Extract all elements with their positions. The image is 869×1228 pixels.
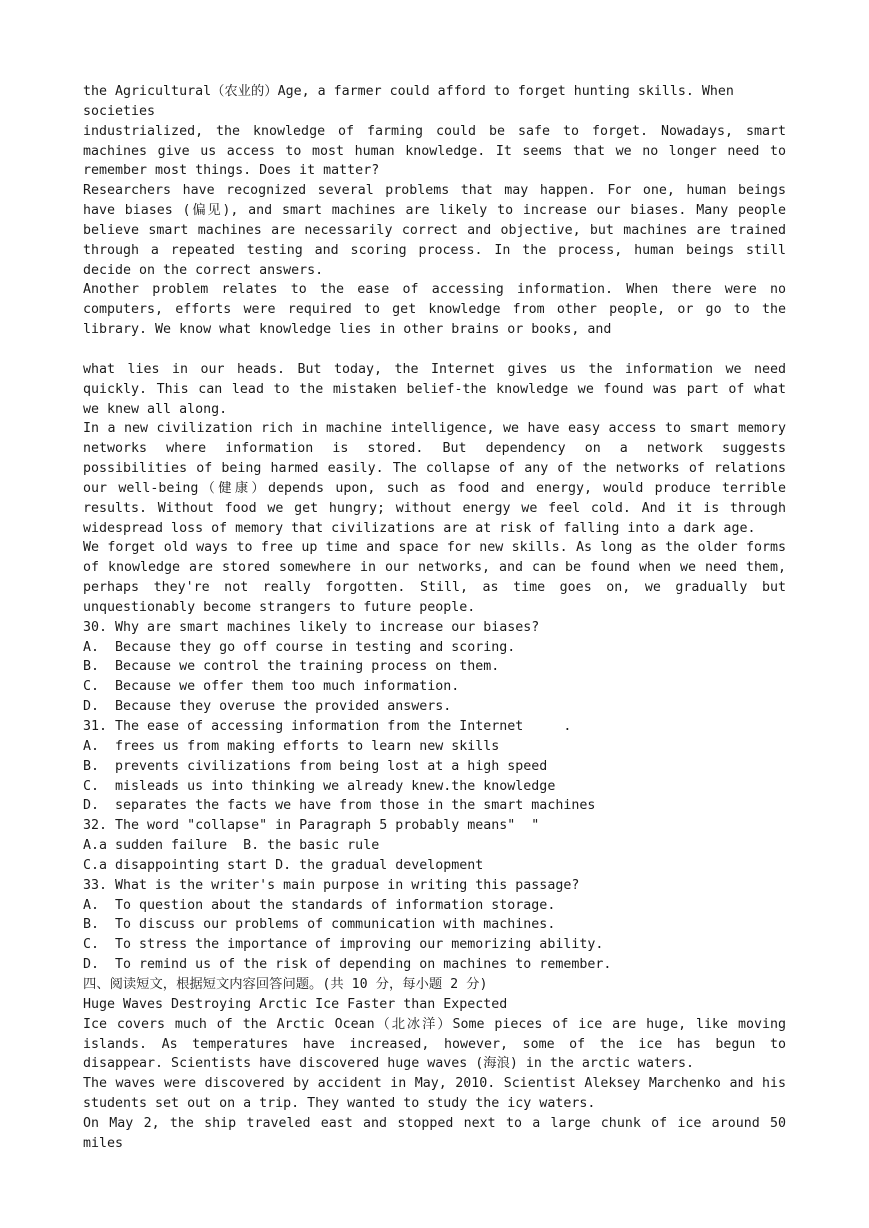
question-option: C.a disappointing start D. the gradual development <box>83 857 484 873</box>
question-option: A.a sudden failure B. the basic rule <box>83 838 380 854</box>
passage-paragraph: In a new civilization rich in machine intelligence, we have easy access to smart memory networks where information is stored. But dependency on a network suggests possibilities of being harmed easily. The collapse of any of the networks of relations our well-being（健康）depends upon, such as food and energy, would produce terrible results. Without food we get hungry; without energy we feel cold. And it is through widespread loss of memory that civilizations are at risk of falling into a dark age. <box>83 421 786 536</box>
passage-paragraph: The waves were discovered by accident in May, 2010. Scientist Aleksey Marchenko and his students set out on a trip. They wanted to study the icy waters. <box>83 1076 786 1112</box>
question-option: B. prevents civilizations from being lost at a high speed <box>83 758 548 774</box>
passage-line: societies <box>83 103 156 119</box>
question-option: C. misleads us into thinking we already knew.the knowledge <box>83 778 556 794</box>
section-heading: 四、阅读短文，根据短文内容回答问题。(共 10 分，每小题 2 分) <box>83 976 488 992</box>
passage-line: the Agricultural（农业的）Age, a farmer could afford to forget hunting skills. When <box>83 84 734 99</box>
question-stem: 30. Why are smart machines likely to increase our biases? <box>83 619 540 635</box>
question-option: D. separates the facts we have from those in the smart machines <box>83 798 596 814</box>
question-option: B. To discuss our problems of communication with machines. <box>83 917 556 933</box>
question-stem: 31. The ease of accessing information from the Internet . <box>83 719 572 734</box>
question-option: D. To remind us of the risk of depending on machines to remember. <box>83 957 612 973</box>
passage-paragraph: Ice covers much of the Arctic Ocean（北冰洋）Some pieces of ice are huge, like moving islands. As temperatures have increased, however, some of the ice has begun to disappear. Scientists have discovered huge waves (海浪) in the arctic waters. <box>83 1016 786 1072</box>
question-option: A. frees us from making efforts to learn new skills <box>83 738 500 754</box>
question-option: C. Because we offer them too much information. <box>83 679 460 695</box>
passage-paragraph: We forget old ways to free up time and space for new skills. As long as the older forms of knowledge are stored somewhere in our networks, and can be found when we need them, perhaps they're not really forgotten. Still, as time goes on, we gradually but unquestionably become strangers to future people. <box>83 540 786 615</box>
question-option: D. Because they overuse the provided answers. <box>83 699 452 715</box>
question-option: A. Because they go off course in testing and scoring. <box>83 639 516 655</box>
question-option: C. To stress the importance of improving our memorizing ability. <box>83 937 604 953</box>
passage-paragraph: Researchers have recognized several problems that may happen. For one, human beings have biases (偏见), and smart machines are likely to increase our biases. Many people believe smart machines are necessarily correct and objective, but machines are trained through a repeated testing and scoring process. In the process, human beings still decide on the correct answers. <box>83 183 786 278</box>
question-stem: 33. What is the writer's main purpose in writing this passage? <box>83 877 580 893</box>
passage-title: Huge Waves Destroying Arctic Ice Faster than Expected <box>83 996 508 1012</box>
passage-paragraph: what lies in our heads. But today, the Internet gives us the information we need quickly. This can lead to the mistaken belief-the knowledge we found was part of what we knew all along. <box>83 361 786 417</box>
question-option: A. To question about the standards of information storage. <box>83 897 556 913</box>
question-stem: 32. The word "collapse" in Paragraph 5 probably means" " <box>83 818 540 834</box>
page-gap <box>83 340 786 360</box>
passage-paragraph: Another problem relates to the ease of accessing information. When there were no computers, efforts were required to get knowledge from other people, or go to the library. We know what knowledge lies in other brains or books, and <box>83 282 786 338</box>
question-option: B. Because we control the training process on them. <box>83 659 500 675</box>
passage-paragraph: industrialized, the knowledge of farming could be safe to forget. Nowadays, smart machines give us access to most human knowledge. It seems that we no longer need to remember most things. Does it matter? <box>83 123 786 179</box>
passage-paragraph: On May 2, the ship traveled east and stopped next to a large chunk of ice around 50 miles <box>83 1115 786 1151</box>
document-page <box>83 82 786 1154</box>
